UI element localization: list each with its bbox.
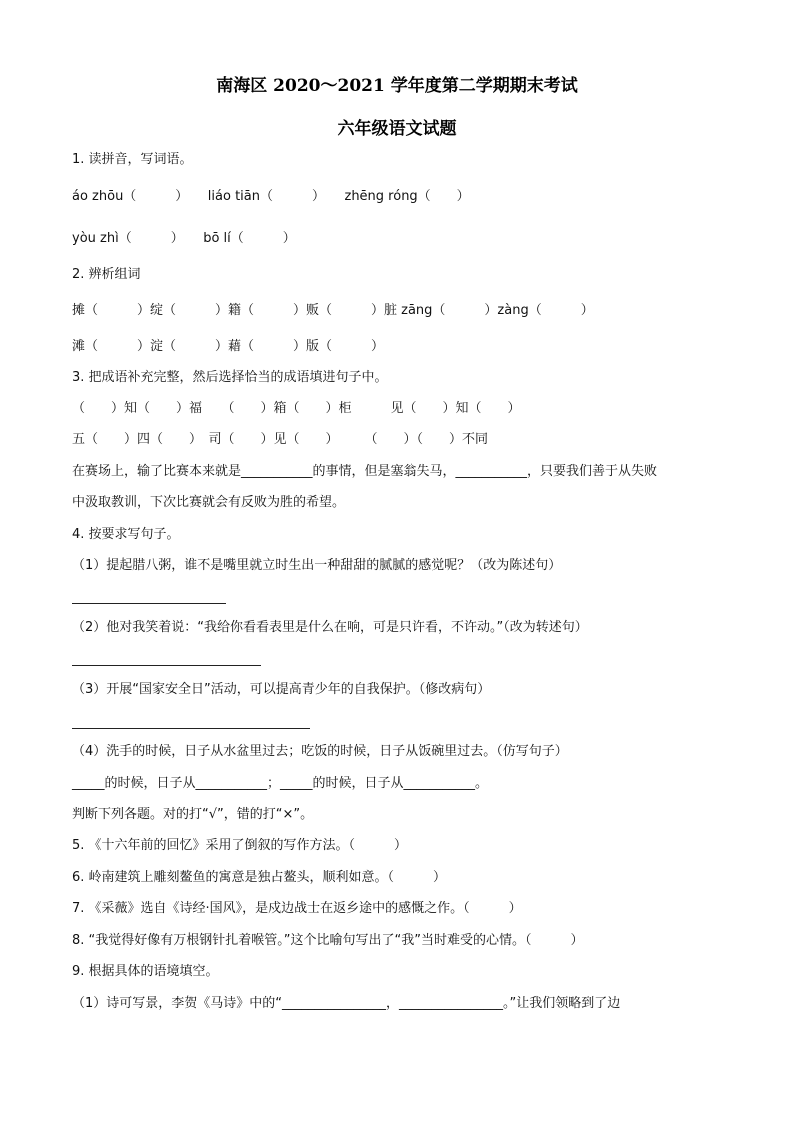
- question-3-sentence-2: 中汲取教训，下次比赛就会有反败为胜的希望。: [72, 495, 346, 510]
- exam-subtitle: 六年级语文试题: [337, 119, 457, 139]
- question-3-prompt: 3. 把成语补充完整，然后选择恰当的成语填进句子中。: [72, 370, 388, 385]
- question-4-item-4-fill: _____的时候，日子从___________；_____的时候，日子从___________。: [72, 776, 489, 791]
- answer-line-4-2: [72, 665, 261, 666]
- question-4-item-4: （4）洗手的时候，日子从水盆里过去；吃饭的时候，日子从饭碗里过去。（仿写句子）: [72, 744, 568, 759]
- exam-title: 南海区 2020～2021 学年度第二学期期末考试: [216, 76, 578, 96]
- question-3-row-2: 五（ ）四（ ） 司（ ）见（ ） （ ）（ ）不同: [72, 432, 489, 447]
- judge-instructions: 判断下列各题。对的打“√”，错的打“×”。: [72, 807, 314, 822]
- question-2-prompt: 2. 辨析组词: [72, 267, 141, 282]
- question-4-item-1: （1）提起腊八粥，谁不是嘴里就立时生出一种甜甜的腻腻的感觉呢？（改为陈述句）: [72, 558, 562, 573]
- question-4-item-2: （2）他对我笑着说：“我给你看看表里是什么在响，可是只许看，不许动。”（改为转述句）: [72, 620, 588, 635]
- question-1-row-1: áo zhōu（ ） liáo tiān（ ） zhēng róng（ ）: [72, 189, 470, 204]
- question-7: 7. 《采薇》选自《诗经·国风》，是戍边战士在返乡途中的感慨之作。（ ）: [72, 901, 522, 916]
- question-4-prompt: 4. 按要求写句子。: [72, 527, 180, 542]
- question-2-row-2: 滩（ ）淀（ ）藉（ ）版（ ）: [72, 339, 385, 354]
- question-9-item-1: （1）诗可写景，李贺《马诗》中的“________________，________________。”让我们领略到了边: [72, 996, 621, 1011]
- answer-line-4-3: [72, 728, 310, 729]
- answer-line-4-1: [72, 603, 226, 604]
- question-8: 8. “我觉得好像有万根钢针扎着喉管。”这个比喻句写出了“我”当时难受的心情。（ ）: [72, 933, 584, 948]
- question-9-prompt: 9. 根据具体的语境填空。: [72, 964, 219, 979]
- question-3-sentence-1: 在赛场上，输了比赛本来就是___________的事情，但是塞翁失马，___________，只要我们善于从失败: [72, 464, 658, 479]
- question-1-row-2: yòu zhì（ ） bō lí（ ）: [72, 231, 296, 246]
- question-5: 5. 《十六年前的回忆》采用了倒叙的写作方法。（ ）: [72, 838, 408, 853]
- question-2-row-1: 摊（ ）绽（ ）籍（ ）贩（ ）脏 zāng（ ）zàng（ ）: [72, 303, 594, 318]
- question-3-row-1: （ ）知（ ）福 （ ）箱（ ）柜 见（ ）知（ ）: [72, 401, 521, 416]
- question-4-item-3: （3）开展“国家安全日”活动，可以提高青少年的自我保护。（修改病句）: [72, 682, 491, 697]
- question-6: 6. 岭南建筑上雕刻鳌鱼的寓意是独占鳌头，顺利如意。（ ）: [72, 870, 447, 885]
- question-1-prompt: 1. 读拼音，写词语。: [72, 152, 193, 167]
